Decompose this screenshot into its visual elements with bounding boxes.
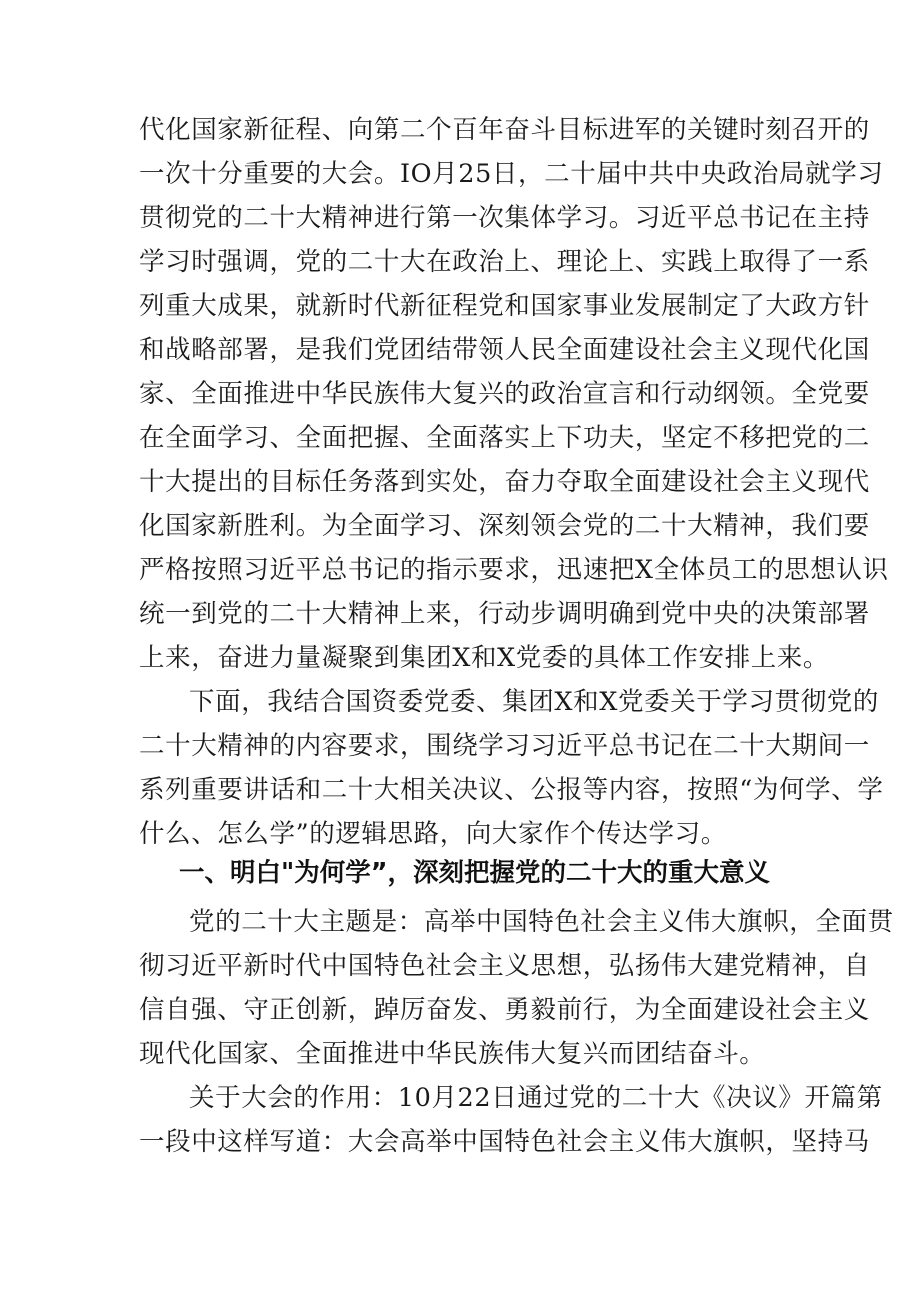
paragraph-4-line-2: 一段中这样写道：大会高举中国特色社会主义伟大旗帜，坚持马 xyxy=(139,1127,870,1157)
paragraph-2-line-1: 下面，我结合国资委党委、集团X和X党委关于学习贯彻党的 xyxy=(189,687,880,717)
paragraph-1-line-9: 十大提出的目标任务落到实处，奋力夺取全面建设社会主义现代 xyxy=(139,467,870,497)
paragraph-1-line-12: 统一到党的二十大精神上来，行动步调明确到党中央的决策部署 xyxy=(139,599,870,629)
paragraph-4-line-1: 关于大会的作用：10月22日通过党的二十大《决议》开篇第 xyxy=(189,1083,883,1113)
paragraph-1-line-11: 严格按照习近平总书记的指示要求，迅速把X全体员工的思想认识 xyxy=(139,555,889,585)
paragraph-1-line-2: 一次十分重要的大会。IO月25日，二十届中共中央政治局就学习 xyxy=(139,159,884,189)
paragraph-2-line-2: 二十大精神的内容要求，围绕学习习近平总书记在二十大期间一 xyxy=(139,731,870,761)
paragraph-1-line-1: 代化国家新征程、向第二个百年奋斗目标进军的关键时刻召开的 xyxy=(139,115,870,145)
paragraph-3-line-1: 党的二十大主题是：高举中国特色社会主义伟大旗帜，全面贯 xyxy=(189,907,894,937)
paragraph-1-line-10: 化国家新胜利。为全面学习、深刻领会党的二十大精神，我们要 xyxy=(139,511,870,541)
paragraph-2-line-4: 什么、怎么学”的逻辑思路，向大家作个传达学习。 xyxy=(139,819,727,849)
section-heading: 一、明白"为何学”，深刻把握党的二十大的重大意义 xyxy=(179,858,771,888)
paragraph-1-line-5: 列重大成果，就新时代新征程党和国家事业发展制定了大政方针 xyxy=(139,291,870,321)
paragraph-3-line-4: 现代化国家、全面推进中华民族伟大复兴而团结奋斗。 xyxy=(139,1039,766,1069)
paragraph-1-line-7: 家、全面推进中华民族伟大复兴的政治宣言和行动纲领。全党要 xyxy=(139,379,870,409)
paragraph-1-line-6: 和战略部署，是我们党团结带领人民全面建设社会主义现代化国 xyxy=(139,335,870,365)
paragraph-1-line-3: 贯彻党的二十大精神进行第一次集体学习。习近平总书记在主持 xyxy=(139,203,870,233)
document-body xyxy=(139,108,894,1188)
paragraph-1-line-8: 在全面学习、全面把握、全面落实上下功夫，坚定不移把党的二 xyxy=(139,423,870,453)
paragraph-3-line-2: 彻习近平新时代中国特色社会主义思想，弘扬伟大建党精神，自 xyxy=(139,951,870,981)
paragraph-2-line-3: 系列重要讲话和二十大相关决议、公报等内容，按照“为何学、学 xyxy=(139,775,884,805)
paragraph-3-line-3: 信自强、守正创新，踔厉奋发、勇毅前行，为全面建设社会主义 xyxy=(139,995,870,1025)
paragraph-1-line-13: 上来，奋进力量凝聚到集团X和X党委的具体工作安排上来。 xyxy=(139,643,830,673)
paragraph-1-line-4: 学习时强调，党的二十大在政治上、理论上、实践上取得了一系 xyxy=(139,247,870,277)
